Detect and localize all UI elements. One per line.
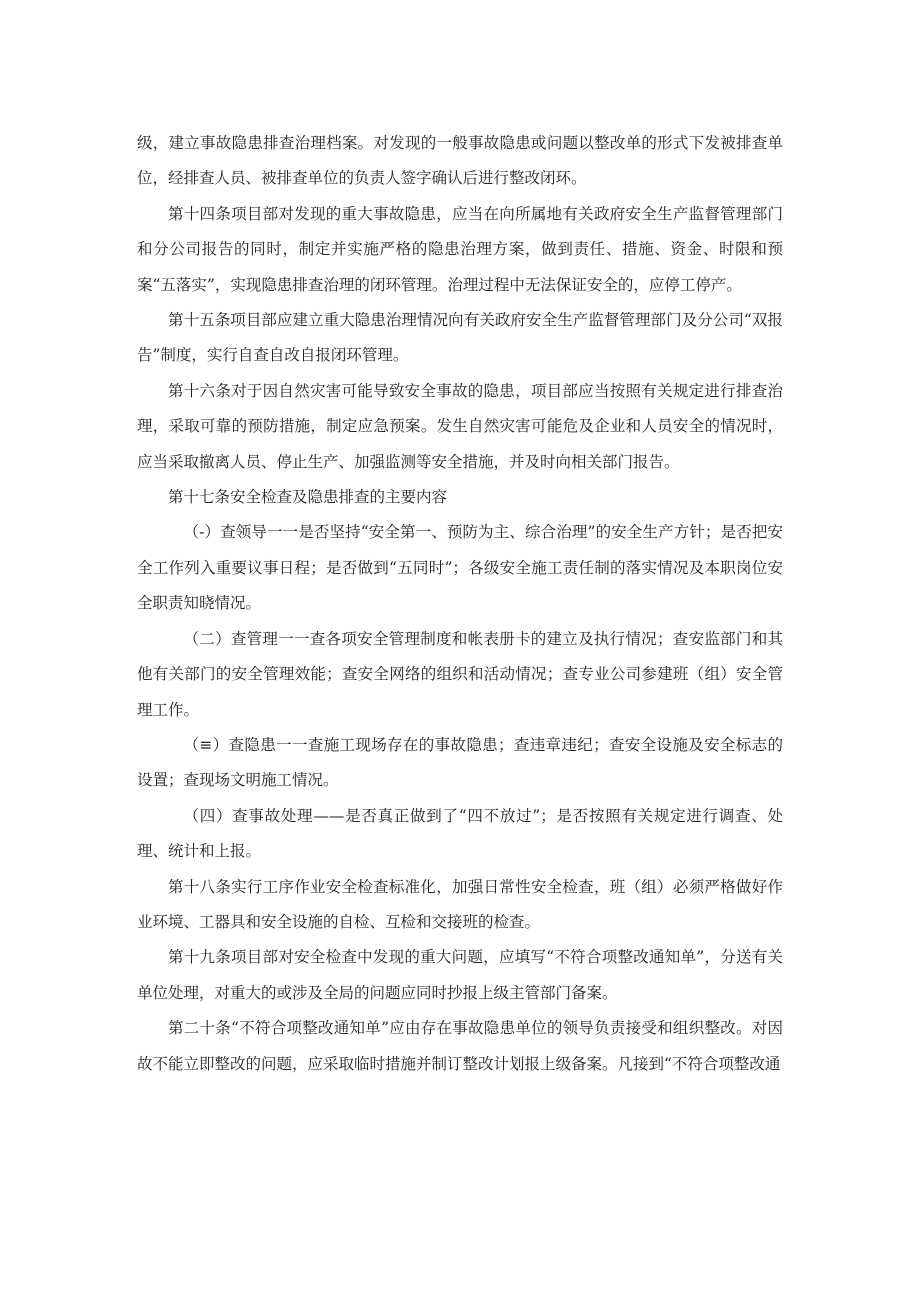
article-16: 第十六条对于因自然灾害可能导致安全事故的隐患，项目部应当按照有关规定进行排查治理，采取可靠的预防措施，制定应急预案。发生自然灾害可能危及企业和人员安全的情况时，应当采取撤离人员、停止生产、加强监测等安全措施，并及时向相关部门报告。: [137, 381, 783, 471]
item-check-accident-handling: （四）查事故处理——是否真正做到了“四不放过”；是否按照有关规定进行调查、处理、统计和上报。: [137, 806, 783, 861]
article-14: 第十四条项目部对发现的重大事故隐患，应当在向所属地有关政府安全生产监督管理部门和分公司报告的同时，制定并实施严格的隐患治理方案，做到责任、措施、资金、时限和预案“五落实”，实现隐患排查治理的闭环管理。治理过程中无法保证安全的，应停工停产。: [137, 204, 783, 294]
article-17-heading: 第十七条安全检查及隐患排查的主要内容: [168, 488, 448, 507]
item-check-hazards: （≡）查隐患一一查施工现场存在的事故隐患；查违章违纪；查安全设施及安全标志的设置；查现场文明施工情况。: [137, 735, 783, 790]
item-check-leadership: （-）查领导一一是否坚持“安全第一、预防为主、综合治理”的安全生产方针；是否把安全工作列入重要议事日程；是否做到“五同时”；各级安全施工责任制的落实情况及本职岗位安全职责知晓情况。: [137, 523, 783, 613]
article-18: 第十八条实行工序作业安全检查标准化，加强日常性安全检查，班（组）必须严格做好作业环境、工器具和安全设施的自检、互检和交接班的检查。: [137, 877, 783, 931]
item-check-management: （二）查管理一一查各项安全管理制度和帐表册卡的建立及执行情况；查安监部门和其他有关部门的安全管理效能；查安全网络的组织和活动情况；查专业公司参建班（组）安全管理工作。: [137, 629, 783, 719]
document-body: [137, 126, 783, 1082]
article-20: 第二十条“不符合项整改通知单”应由存在事故隐患单位的领导负责接受和组织整改。对因故不能立即整改的问题，应采取临时措施并制订整改计划报上级备案。凡接到“不符合项整改通: [137, 1019, 783, 1073]
article-19: 第十九条项目部对安全检查中发现的重大问题，应填写“不符合项整改通知单”，分送有关单位处理，对重大的或涉及全局的问题应同时抄报上级主管部门备案。: [137, 948, 783, 1002]
article-15: 第十五条项目部应建立重大隐患治理情况向有关政府安全生产监督管理部门及分公司“双报告”制度，实行自查自改自报闭环管理。: [137, 311, 783, 365]
paragraph-continuation: 级，建立事故隐患排查治理档案。对发现的一般事故隐患或问题以整改单的形式下发被排查单位，经排查人员、被排查单位的负责人签字确认后进行整改闭环。: [137, 134, 783, 188]
